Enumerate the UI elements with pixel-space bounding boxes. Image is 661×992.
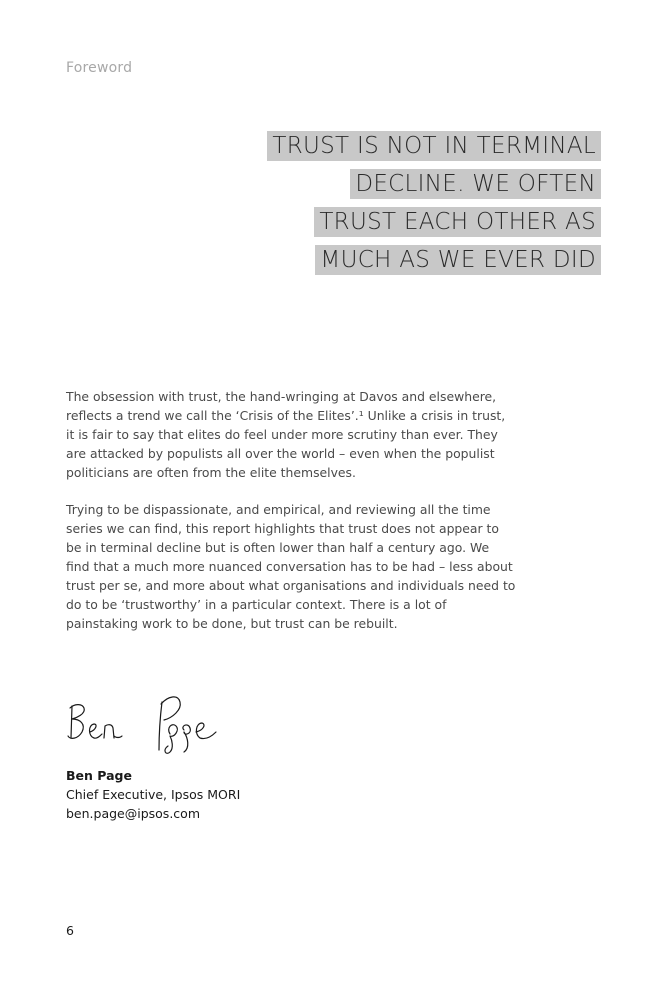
handwritten-signature [64,688,224,758]
pullquote-line: MUCH AS WE EVER DID [315,245,601,275]
section-label: Foreword [66,60,133,76]
pullquote-line: DECLINE. WE OFTEN [350,169,601,199]
author-name: Ben Page [66,768,132,783]
body-paragraph-2: Trying to be dispassionate, and empirical, and reviewing all the time series we can find, this report highlights that trust does not appear to be in terminal decline but is often lower than half a century ago. We find that a much more nuanced conversation has to be had – less about trust per se, and more about what organisations and individuals need to do to be ‘trustworthy’ in a particular context. There is a lot of painstaking work to be done, but trust can be rebuilt. [66,502,516,631]
body-paragraph-1: The obsession with trust, the hand-wringing at Davos and elsewhere, reflects a trend we call the ‘Crisis of the Elites’.¹ Unlike a crisis in trust, it is fair to say that elites do feel under more scrutiny than ever. They are attacked by populists all over the world – even when the populist politicians are often from the elite themselves. [66,389,506,480]
author-title: Chief Executive, Ipsos MORI [66,787,241,802]
page-number: 6 [66,923,74,938]
author-email[interactable]: ben.page@ipsos.com [66,806,200,821]
author-block [66,766,240,823]
pullquote-line: TRUST EACH OTHER AS [314,207,601,237]
pullquote [201,131,601,283]
pullquote-line: TRUST IS NOT IN TERMINAL [267,131,601,161]
